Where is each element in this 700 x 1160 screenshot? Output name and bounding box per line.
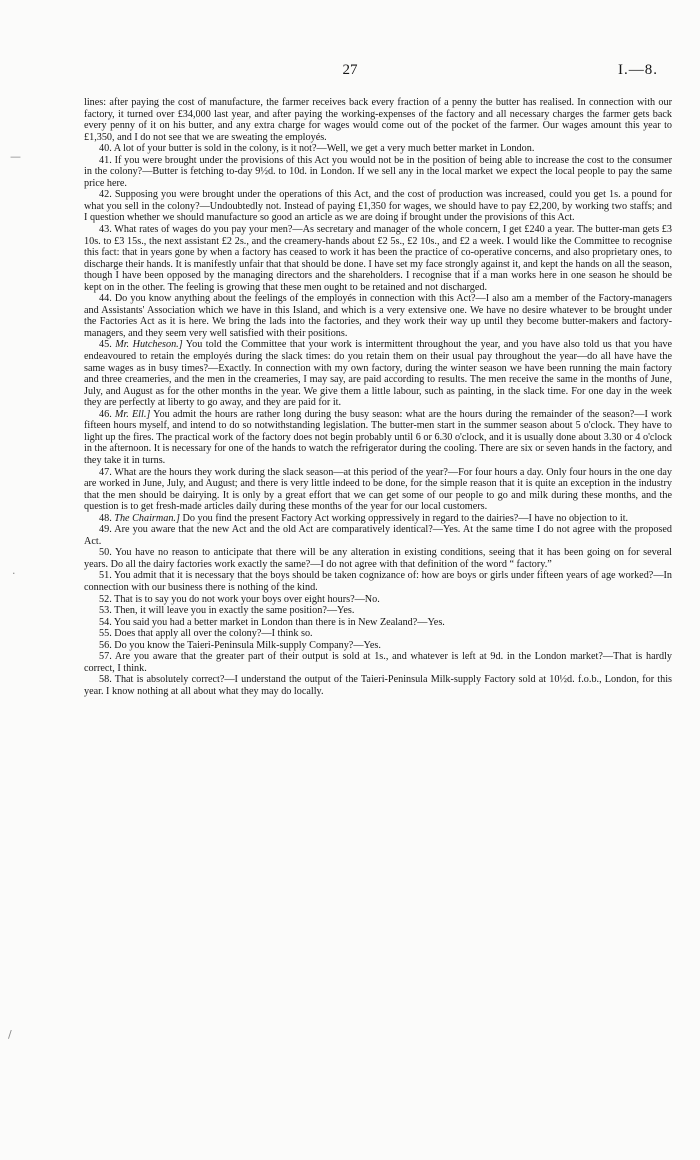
paragraph-text: 53. Then, it will leave you in exactly the same position?—Yes. [99,605,355,617]
margin-mark: / [8,1028,12,1041]
paragraph [84,570,672,593]
paragraph [84,651,672,674]
paragraph [84,513,672,525]
paragraph [84,605,672,617]
paragraph-text: 43. What rates of wages do you pay your men?—As secretary and manager of the whole concern, I get £240 a year. The butter-man gets £3 10s. to £3 15s., the next assistant £2 2s., and the creamery-hands about £2 5s., £2 10s., and £2 a week. I would like the Committee to recognise this fact: that in years gone by when a factory has ceased to work it has been the practice of co-operative concerns, and also proprietary ones, to discharge their hands. It is manifestly unfair that that should be done. I have set my face strongly against it, and kept the hands on all the season, though I have been opposed by the managing directors and the shareholders. I recognise that if a man works here in one season he should be kept on in the other. The feeling is growing that these men ought to be retained and not discharged. [84,224,672,293]
paragraph-text: 49. Are you aware that the new Act and the old Act are comparatively identical?—Yes. At the same time I do not agree with the proposed Act. [84,524,672,547]
paragraph [84,640,672,652]
paragraph [84,189,672,224]
paragraph [84,617,672,629]
paragraph [84,409,672,467]
paragraph-text: 41. If you were brought under the provisions of this Act you would not be in the position of being able to increase the cost to the consumer in the colony?—Butter is fetching to-day 9½d. to 10d. in London. If we sell any in the local market we expect the local people to pay the same price here. [84,154,672,189]
question-number: 46. [99,408,115,420]
paragraph [84,547,672,570]
paragraph [84,524,672,547]
paragraph [84,155,672,190]
page-number: 27 [342,62,358,78]
paragraph [84,674,672,697]
paragraph [84,97,672,143]
question-number: 45. [99,339,116,351]
paragraph [84,339,672,408]
paragraph [84,143,672,155]
paragraph-text: 47. What are the hours they work during the slack season—at this period of the year?—For four hours a day. Only four hours in the one day are worked in June, July, and August; and there is very little indeed to be done, for the simple reason that it is quite an exception in the industry that the men should be dairying. It is only by a great effort that we can get some of our people to go and milk during these months, and the question is to get fresh-made articles daily during these months of the year for our local customers. [84,466,672,513]
margin-mark: · [12,567,16,580]
paragraph-text: Do you find the present Factory Act working oppressively in regard to the dairies?—I have no objection to it. [182,512,629,524]
question-number: 48. [99,512,115,524]
paragraph-text: 42. Supposing you were brought under the operations of this Act, and the cost of production was increased, could you get 1s. a pound for what you sell in the colony?—Undoubtedly not. Instead of paying £1,350 for wages, we should have to pay £2,200, by working two staffs; and I question whether we should manufacture so good an article as we are doing if brought under the provisions of this Act. [84,189,672,224]
paragraph-text: 44. Do you know anything about the feelings of the employés in connection with this Act?—I also am a member of the Factory-managers and Assistants' Association which we have in this Island, and which is a very extensive one. We have no desire whatever to be brought under the Factories Act as it is here. We bring the lads into the factories, and they work their way up until they become butter-makers and factory-managers, and they seem very well satisfied with their positions. [84,293,672,339]
paragraph [84,224,672,293]
paragraph-text: lines: after paying the cost of manufacture, the farmer receives back every fraction of a penny the butter has realised. In connection with our factory, it turned over £34,000 last year, and after paying the working-expenses of the factory and all necessary charges the farmer gets back every penny of it on his butter, and any extra charge for wages would come out of the pocket of the farmer. Our wages amount this year to £1,350, and I do not see that we are sweating the employés. [84,97,672,143]
paragraph-text: 56. Do you know the Taieri-Peninsula Milk-supply Company?—Yes. [99,639,381,651]
paragraph-text: 54. You said you had a better market in London than there is in New Zealand?—Yes. [99,616,445,628]
paragraph-text: 55. Does that apply all over the colony?—I think so. [99,628,313,640]
paragraph-text: 51. You admit that it is necessary that the boys should be taken cognizance of: how are boys or girls under fifteen years of age worked?—In connection with our business there is nothing of the kind. [84,570,672,593]
body-text [84,97,672,697]
speaker-name: Mr. Hutcheson.] [115,339,183,351]
paragraph [84,594,672,606]
paragraph-text: 50. You have no reason to anticipate that there will be any alteration in existing conditions, seeing that it has been going on for several years. Do all the dairy factories work exactly the same?—I do not agree with that definition of the word “ factory.” [84,547,672,570]
paragraph-text: 40. A lot of your butter is sold in the colony, is it not?—Well, we get a very much better market in London. [99,143,535,155]
paragraph [84,467,672,513]
paragraph-text: 57. Are you aware that the greater part of their output is sold at 1s., and whatever is left at 9d. in the London market?—That is hardly correct, I think. [84,651,672,674]
paragraph-text: You told the Committee that your work is intermittent throughout the year, and you have also told us that you have endeavoured to retain the employés during the slack times: do you retain them on their usual pay throughout the year—do all have have the same wages as in busy times?—Exactly. In connection with my own factory, during the winter season we have been running the main factory and three creameries, and the men in the creameries, I may say, are paid according to results. The men receive the same in the months of June, July, and August as for the other months in the year. We give them a little labour, such as painting, in the slack time. For one day in the week they are perfectly at liberty to go away, and they are paid for it. [84,339,673,409]
speaker-name: The Chairman.] [114,512,180,524]
paragraph-text: 52. That is to say you do not work your boys over eight hours?—No. [99,593,380,605]
document-reference: I.—8. [618,62,658,78]
speaker-name: Mr. Ell.] [114,408,151,420]
paragraph-text: 58. That is absolutely correct?—I understand the output of the Taieri-Peninsula Milk-supply Factory sold at 10½d. f.o.b., London, for this year. I know nothing at all about what they may do locally. [84,674,672,697]
margin-mark: — [10,150,21,163]
paragraph [84,293,672,339]
paragraph [84,628,672,640]
paragraph-text: You admit the hours are rather long during the busy season: what are the hours during the remainder of the season?—I work fifteen hours myself, and intend to do so notwithstanding legislation. The butter-men start in the summer season about 5 o'clock. They have to light up the fires. The practical work of the factory does not begin probably until 6 or 6.30 o'clock, and it is usually done about 3.30 or 4 o'clock in the afternoon. It is necessary for one of the hands to watch the refrigerator during the cooling. There are six or seven hands in the factory, and they take it in turns. [84,408,672,466]
